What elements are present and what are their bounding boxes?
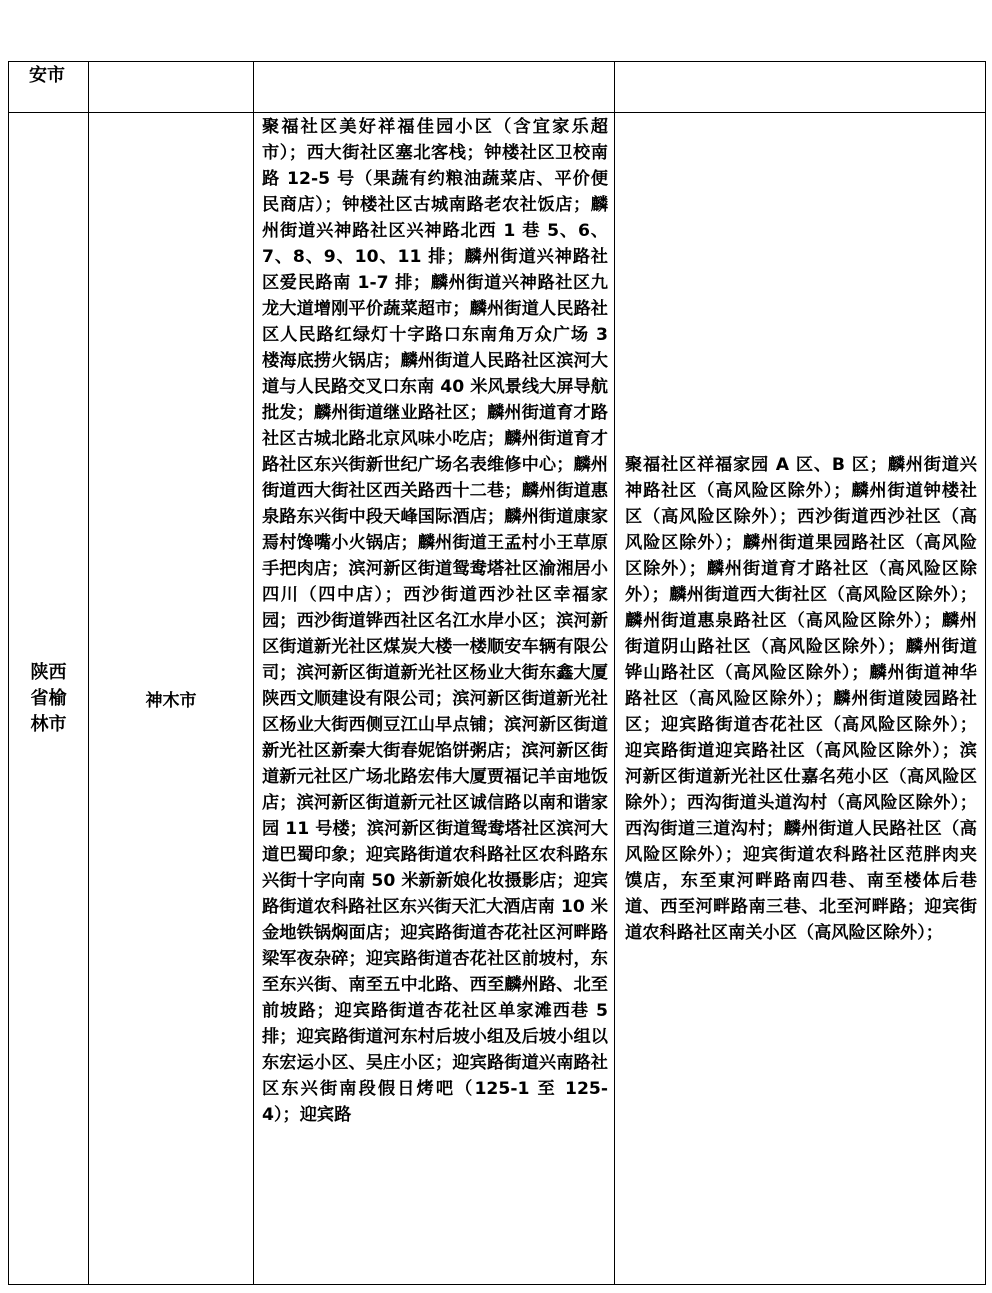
- medium-risk-cell: 聚福社区美好祥福佳园小区（含宜家乐超市）；西大街社区塞北客栈；钟楼社区卫校南路 12-5 号（果蔬有约粮油蔬菜店、平价便民商店）；钟楼社区古城南路老农社饭店；麟州街道兴神路社区兴神路北西 1 巷 5、6、7、8、9、10、11 排；麟州街道兴神路社区爱民路南 1-7 排；麟州街道兴神路社区九龙大道增刚平价蔬菜超市；麟州街道人民路社区人民路红绿灯十字路口东南角万众广场 3 楼海底捞火锅店；麟州街道人民路社区滨河大道与人民路交叉口东南 40 米风景线大屏导航批发；麟州街道继业路社区；麟州街道育才路社区古城北路北京风味小吃店；麟州街道育才路社区东兴街新世纪广场名表维修中心；麟州街道西大街社区西关路西十二巷；麟州街道惠泉路东兴街中段天峰国际酒店；麟州街道康家焉村馋嘴小火锅店；麟州街道王孟村小王草原手把肉店；滨河新区街道鸳鸯塔社区渝湘居小四川（四中店）；西沙街道西沙社区幸福家园；西沙街道铧西社区名江水岸小区；滨河新区街道新光社区煤炭大楼一楼顺安车辆有限公司；滨河新区街道新光社区杨业大街东鑫大厦陕西文顺建设有限公司；滨河新区街道新光社区杨业大街西侧豆江山早点铺；滨河新区街道新光社区新秦大街春妮馅饼粥店；滨河新区街道新元社区广场北路宏伟大厦贾福记羊亩地饭店；滨河新区街道新元社区诚信路以南和谐家园 11 号楼；滨河新区街道鸳鸯塔社区滨河大道巴蜀印象；迎宾路街道农科路社区农科路东兴街十字向南 50 米新新娘化妆摄影店；迎宾路街道农科路社区东兴街天汇大酒店南 10 米金地铁锅焖面店；迎宾路街道杏花社区河畔路梁军夜杂碎；迎宾路街道杏花社区前坡村，东至东兴街、南至五中北路、西至麟州路、北至前坡路；迎宾路街道杏花社区单家滩西巷 5 排；迎宾路街道河东村后坡小组及后坡小组以东宏运小区、吴庄小区；迎宾路街道兴南路社区东兴街南段假日烤吧（125-1 至 125-4）；迎宾路: [254, 113, 615, 1285]
- risk-area-table: [8, 61, 986, 1285]
- province-cell: [9, 113, 89, 1285]
- table-row: [9, 62, 986, 113]
- low-risk-cell: [615, 62, 986, 113]
- city-cell: [89, 62, 254, 113]
- city-cell: 神木市: [89, 113, 254, 1285]
- low-risk-cell: 聚福社区祥福家园 A 区、B 区；麟州街道兴神路社区（高风险区除外）；麟州街道钟楼社区（高风险区除外）；西沙街道西沙社区（高风险区除外）；麟州街道果园路社区（高风险区除外）；麟州街道育才路社区（高风险区除外）；麟州街道西大街社区（高风险区除外）；麟州街道惠泉路社区（高风险区除外）；麟州街道阴山路社区（高风险区除外）；麟州街道铧山路社区（高风险区除外）；麟州街道神华路社区（高风险区除外）；麟州街道陵园路社区；迎宾路街道杏花社区（高风险区除外）；迎宾路街道迎宾路社区（高风险区除外）；滨河新区街道新光社区仕嘉名苑小区（高风险区除外）；西沟街道头道沟村（高风险区除外）；西沟街道三道沟村；麟州街道人民路社区（高风险区除外）；迎宾街道农科路社区范胖肉夹馍店，东至東河畔路南四巷、南至楼体后巷道、西至河畔路南三巷、北至河畔路；迎宾街道农科路社区南关小区（高风险区除外）；: [615, 113, 986, 1285]
- province-cell: 安市: [9, 62, 89, 113]
- province-label: 陕西省榆林市: [30, 661, 67, 735]
- medium-risk-cell: [254, 62, 615, 113]
- table-row: [9, 113, 986, 1285]
